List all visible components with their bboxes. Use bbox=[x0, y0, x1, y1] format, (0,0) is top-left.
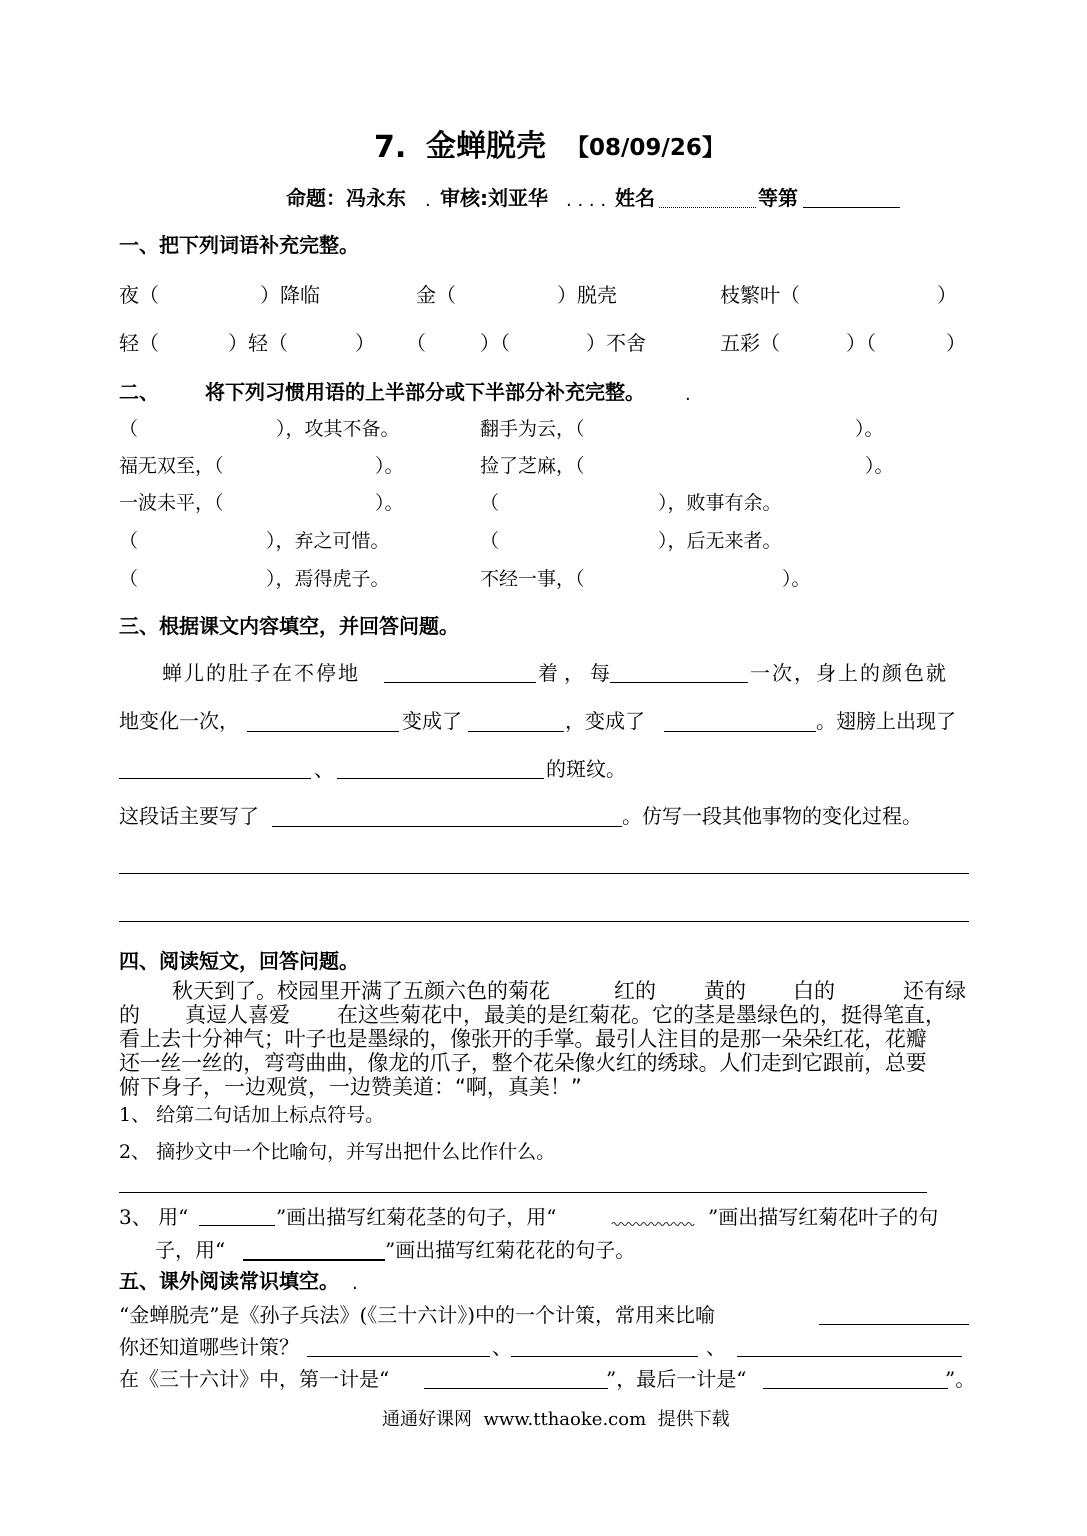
s5-text: 、 bbox=[492, 1335, 512, 1359]
passage-text: 红的 bbox=[614, 979, 656, 1003]
s3-blank[interactable] bbox=[664, 731, 816, 732]
q3-thick-line-sample bbox=[243, 1259, 385, 1261]
question-3: ”画出描写红菊花茎的句子，用“ bbox=[276, 1205, 557, 1229]
s3-blank[interactable] bbox=[384, 682, 536, 683]
s3-text: 蝉儿的肚子在不停地 bbox=[162, 661, 360, 685]
s3-blank[interactable] bbox=[247, 731, 399, 732]
s5-text: 你还知道哪些计策？ bbox=[119, 1335, 299, 1359]
s2-text: ），败事有余。 bbox=[658, 492, 782, 514]
section-5-heading: 五、课外阅读常识填空。 bbox=[119, 1269, 339, 1293]
s3-text: 、 bbox=[314, 757, 334, 781]
passage-text: 看上去十分神气；叶子也是墨绿的，像张开的手掌。最引人注目的是那一朵朵红花，花瓣 bbox=[119, 1027, 927, 1051]
s5-text: 在《三十六计》中，第一计是“ bbox=[119, 1367, 390, 1391]
s2-text: 不经一事，（ bbox=[480, 568, 585, 590]
s3-text: 这段话主要写了 bbox=[119, 804, 259, 828]
s3-text: 的斑纹。 bbox=[546, 757, 626, 781]
dot: . bbox=[352, 1273, 358, 1294]
name-label: 姓名 bbox=[615, 186, 655, 210]
s3-blank[interactable] bbox=[468, 731, 564, 732]
s1-text: ）（ bbox=[480, 331, 510, 355]
reviewer: 审核:刘亚华 bbox=[440, 186, 548, 210]
s5-text: ”。 bbox=[945, 1367, 976, 1391]
writing-line[interactable] bbox=[119, 921, 969, 922]
dot: . bbox=[425, 190, 431, 211]
s5-blank[interactable] bbox=[307, 1356, 490, 1357]
section-2-heading: 二、 bbox=[119, 380, 159, 404]
s1-text: ）脱壳 bbox=[557, 283, 617, 307]
s2-text: ），焉得虎子。 bbox=[266, 568, 390, 590]
question-3: 3、 用“ bbox=[119, 1205, 189, 1229]
s2-text: ）。 bbox=[865, 455, 894, 477]
title-date: 【08/09/26】 bbox=[566, 135, 725, 161]
section-1-heading: 一、把下列词语补充完整。 bbox=[119, 233, 359, 257]
s3-blank[interactable] bbox=[337, 778, 544, 779]
writing-line[interactable] bbox=[119, 873, 969, 874]
s2-text: ），弃之可惜。 bbox=[266, 530, 390, 552]
s1-text: ） bbox=[355, 331, 375, 355]
q3-wavy-line-sample bbox=[598, 1221, 708, 1227]
s1-text: 夜（ bbox=[119, 283, 159, 307]
s1-text: ） bbox=[937, 283, 957, 307]
passage-text: 秋天到了。校园里开满了五颜六色的菊花 bbox=[172, 979, 550, 1003]
s5-blank[interactable] bbox=[737, 1356, 962, 1357]
question-2: 2、 摘抄文中一个比喻句，并写出把什么比作什么。 bbox=[119, 1141, 556, 1163]
s2-text: （ bbox=[119, 568, 139, 590]
s2-text: ）。 bbox=[782, 568, 811, 590]
title-name: 金蝉脱壳 bbox=[426, 129, 546, 164]
s3-text: 。翅膀上出现了 bbox=[816, 709, 956, 733]
passage-text: 真逗人喜爱 bbox=[185, 1003, 290, 1027]
name-blank[interactable] bbox=[659, 207, 756, 208]
setter: 命题：冯永东 bbox=[286, 186, 406, 210]
s3-blank[interactable] bbox=[119, 778, 311, 779]
dots: . . . . bbox=[566, 190, 607, 211]
s5-blank[interactable] bbox=[424, 1388, 608, 1389]
s3-text: 地变化一次， bbox=[119, 709, 239, 733]
s1-text: ）不舍 bbox=[586, 331, 646, 355]
passage-text: 还一丝一丝的，弯弯曲曲，像龙的爪子，整个花朵像火红的绣球。人们走到它跟前，总要 bbox=[119, 1051, 927, 1075]
s2-text: 一波未平，（ bbox=[119, 492, 224, 514]
s2-text: （ bbox=[480, 530, 500, 552]
grade-label: 等第 bbox=[758, 186, 798, 210]
passage-text: 白的 bbox=[793, 979, 835, 1003]
s1-text: ）（ bbox=[846, 331, 876, 355]
s3-blank[interactable] bbox=[610, 682, 748, 683]
s2-text: （ bbox=[119, 530, 139, 552]
s1-text: （ bbox=[406, 331, 426, 355]
s2-text: 翻手为云，（ bbox=[480, 418, 585, 440]
s1-text: 轻（ bbox=[119, 331, 159, 355]
s2-text: ）。 bbox=[375, 492, 404, 514]
q3-straight-line-sample bbox=[199, 1225, 275, 1226]
s1-text: 枝繁叶（ bbox=[720, 283, 800, 307]
s1-text: 金（ bbox=[416, 283, 456, 307]
section-2-heading-text: 将下列习惯用语的上半部分或下半部分补充完整。 bbox=[205, 380, 645, 404]
s5-blank[interactable] bbox=[511, 1356, 698, 1357]
s5-blank[interactable] bbox=[763, 1388, 948, 1389]
s2-text: 福无双至，（ bbox=[119, 455, 224, 477]
section-4-heading: 四、阅读短文，回答问题。 bbox=[119, 949, 359, 973]
s2-text: ），后无来者。 bbox=[658, 530, 782, 552]
s2-text: ）。 bbox=[855, 418, 884, 440]
question-3: ”画出描写红菊花叶子的句 bbox=[708, 1205, 939, 1229]
s2-text: ），攻其不备。 bbox=[276, 418, 400, 440]
s1-text: ）轻（ bbox=[228, 331, 288, 355]
s3-text: 变成了 bbox=[402, 709, 462, 733]
s3-text: ，变成了 bbox=[565, 709, 645, 733]
s1-text: ）降临 bbox=[260, 283, 320, 307]
grade-blank[interactable] bbox=[803, 207, 900, 208]
question-3: 子，用“ bbox=[155, 1238, 226, 1262]
footer: 通通好课网 www.tthaoke.com 提供下载 bbox=[382, 1409, 730, 1430]
passage-text: 俯下身子，一边观赏，一边赞美道：“啊，真美！” bbox=[119, 1075, 582, 1099]
question-1: 1、 给第二句话加上标点符号。 bbox=[119, 1104, 385, 1126]
s3-text: 。仿写一段其他事物的变化过程。 bbox=[622, 804, 922, 828]
s2-text: ）。 bbox=[375, 455, 404, 477]
passage-text: 黄的 bbox=[704, 979, 746, 1003]
passage-text: 还有绿 bbox=[903, 979, 966, 1003]
dot: . bbox=[685, 384, 691, 405]
section-3-heading: 三、根据课文内容填空，并回答问题。 bbox=[119, 614, 459, 638]
title-number: 7. bbox=[374, 130, 407, 165]
s2-text: （ bbox=[119, 418, 139, 440]
s1-text: ） bbox=[946, 331, 966, 355]
s5-blank[interactable] bbox=[819, 1324, 969, 1325]
s2-text: （ bbox=[480, 492, 500, 514]
s5-text: ”，最后一计是“ bbox=[606, 1367, 747, 1391]
s2-text: 捡了芝麻，（ bbox=[480, 455, 585, 477]
s1-text: 五彩（ bbox=[720, 331, 780, 355]
s3-text: 着，每 bbox=[538, 661, 616, 685]
s3-blank[interactable] bbox=[272, 826, 622, 827]
answer-line[interactable] bbox=[119, 1192, 927, 1193]
question-3: ”画出描写红菊花花的句子。 bbox=[385, 1238, 636, 1262]
passage-text: 在这些菊花中，最美的是红菊花。它的茎是墨绿色的，挺得笔直， bbox=[337, 1003, 946, 1027]
s3-text: 一次，身上的颜色就 bbox=[750, 661, 948, 685]
s5-text: “金蝉脱壳”是《孙子兵法》(《三十六计》)中的一个计策，常用来比喻 bbox=[119, 1303, 716, 1327]
passage-text: 的 bbox=[119, 1003, 140, 1027]
s5-text: 、 bbox=[706, 1335, 726, 1359]
